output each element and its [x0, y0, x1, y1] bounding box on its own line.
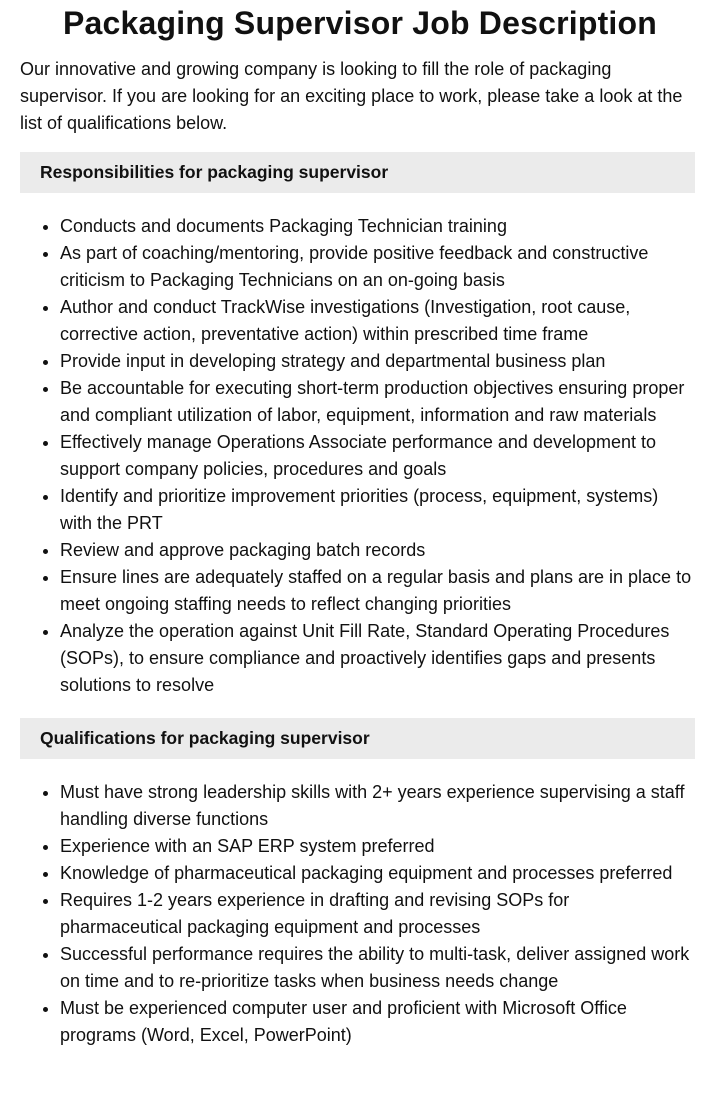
responsibilities-list	[20, 213, 695, 699]
intro-paragraph: Our innovative and growing company is looking to fill the role of packaging supervisor. If you are looking for an exciting place to work, please take a look at the list of qualifications below.	[20, 59, 683, 133]
qualifications-heading: Qualifications for packaging supervisor	[20, 718, 695, 759]
list-item: • Successful performance requires the ability to multi-task, deliver assigned work on time and to re-prioritize tasks when business needs change	[60, 941, 695, 995]
list-item: • Ensure lines are adequately staffed on a regular basis and plans are in place to meet ongoing staffing needs to reflect changing priorities	[60, 564, 695, 618]
list-item: • Effectively manage Operations Associate performance and development to support company policies, procedures and goals	[60, 429, 695, 483]
list-item: • Must have strong leadership skills with 2+ years experience supervising a staff handling diverse functions	[60, 779, 695, 833]
list-item: • Must be experienced computer user and proficient with Microsoft Office programs (Word, Excel, PowerPoint)	[60, 995, 695, 1049]
list-item: • Conducts and documents Packaging Technician training	[60, 213, 695, 240]
list-item: • As part of coaching/mentoring, provide positive feedback and constructive criticism to Packaging Technicians on an on-going basis	[60, 240, 695, 294]
page-title: Packaging Supervisor Job Description	[62, 5, 658, 41]
list-item: • Author and conduct TrackWise investigations (Investigation, root cause, corrective action, preventative action) within prescribed time frame	[60, 294, 695, 348]
qualifications-list	[20, 779, 695, 1049]
list-item: • Identify and prioritize improvement priorities (process, equipment, systems) with the PRT	[60, 483, 695, 537]
list-item: • Analyze the operation against Unit Fill Rate, Standard Operating Procedures (SOPs), to ensure compliance and proactively identifies gaps and presents solutions to resolve	[60, 618, 695, 699]
list-item: • Provide input in developing strategy and departmental business plan	[60, 348, 695, 375]
list-item: • Requires 1-2 years experience in drafting and revising SOPs for pharmaceutical packaging equipment and processes	[60, 887, 695, 941]
list-item: • Knowledge of pharmaceutical packaging equipment and processes preferred	[60, 860, 695, 887]
list-item: • Experience with an SAP ERP system preferred	[60, 833, 695, 860]
list-item: • Review and approve packaging batch records	[60, 537, 695, 564]
list-item: • Be accountable for executing short-term production objectives ensuring proper and compliant utilization of labor, equipment, information and raw materials	[60, 375, 695, 429]
responsibilities-heading: Responsibilities for packaging supervisor	[20, 152, 695, 193]
